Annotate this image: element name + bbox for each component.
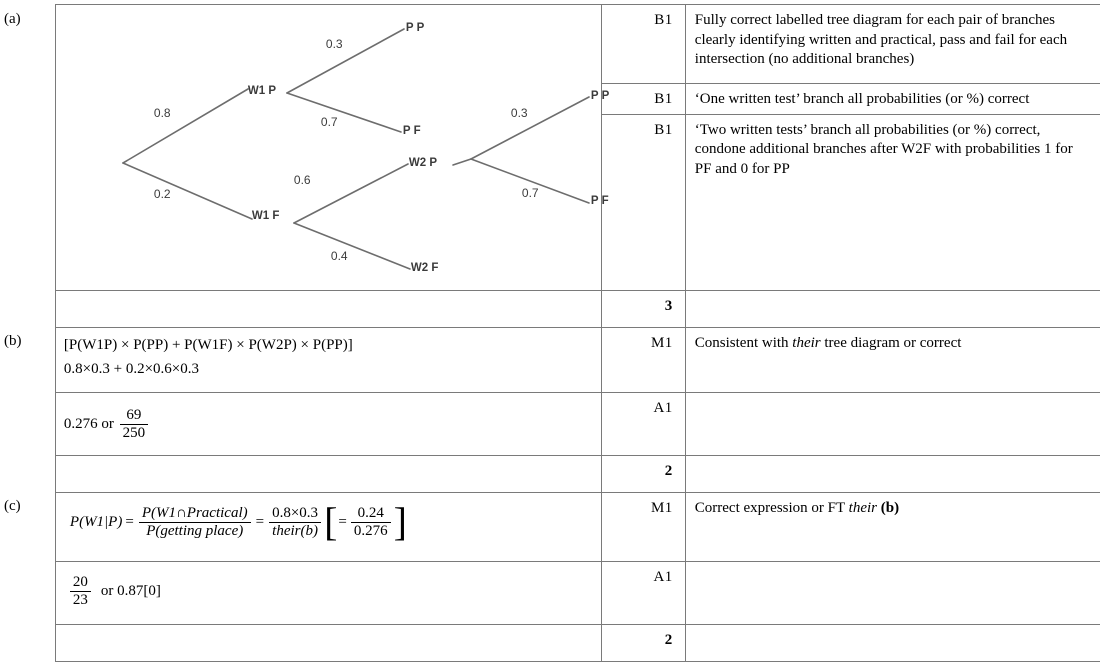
formula-c-f3-num: 0.24 (351, 505, 391, 523)
tree-prob-0-6: 0.6 (293, 173, 311, 187)
tree-node-w2p: W2 P (408, 157, 438, 169)
formula-c-eq1: = (125, 513, 134, 530)
mark-a-b1-2: B1 (654, 91, 673, 108)
table-row-b-total (0, 455, 1100, 492)
tree-prob-0-7-lower: 0.7 (521, 186, 539, 200)
bracket-open-icon: [ (324, 499, 338, 545)
comment-b-m1-post: tree diagram or correct (820, 334, 962, 351)
mark-cell-a-total (601, 290, 685, 327)
part-label-cell-b-total (0, 455, 55, 492)
formula-c-bracket-content (338, 505, 392, 540)
answer-b-fraction-numerator: 69 (120, 407, 149, 425)
tree-prob-0-8: 0.8 (153, 106, 171, 120)
mark-cell-b-total (601, 455, 685, 492)
part-label-cell-c2 (0, 561, 55, 624)
working-cell-a-total (55, 290, 601, 327)
formula-c-f1-num: P(W1∩Practical) (139, 505, 251, 523)
part-label-cell-a (0, 5, 55, 291)
tree-node-pf-upper: P F (402, 125, 421, 137)
total-mark-a: 3 (664, 297, 673, 314)
expression-b-line2: 0.8×0.3 + 0.2×0.6×0.3 (63, 360, 199, 377)
mark-b-m1: M1 (650, 334, 673, 351)
mark-cell-a-b1-3 (601, 114, 685, 290)
comment-c-m1-italic: their (848, 499, 877, 516)
tree-prob-0-3-lower: 0.3 (510, 106, 528, 120)
mark-cell-b-m1 (601, 327, 685, 392)
working-cell-b-total (55, 455, 601, 492)
part-label-c: (c) (4, 498, 21, 515)
mark-b-a1: A1 (653, 399, 673, 416)
comment-cell-b-total (685, 455, 1100, 492)
formula-c-fraction-1 (139, 505, 251, 540)
comment-cell-b-a1 (685, 392, 1100, 455)
tree-prob-0-3-upper: 0.3 (325, 37, 343, 51)
part-label-cell-b (0, 327, 55, 392)
answer-c-fraction-denominator: 23 (72, 591, 88, 608)
table-row-b2 (0, 392, 1100, 455)
formula-c (56, 493, 601, 544)
part-label-cell-c-total (0, 624, 55, 661)
formula-c-row (69, 499, 595, 545)
working-cell-b-a1 (55, 392, 601, 455)
mark-cell-c-total (601, 624, 685, 661)
answer-b (56, 393, 601, 446)
comment-c-m1-bold: (b) (880, 499, 900, 516)
table-row-a1 (0, 5, 1100, 84)
answer-c-fraction (70, 574, 91, 609)
comment-b-m1 (686, 328, 1100, 358)
comment-a-2: ‘One written test’ branch all probabilities (or %) correct (694, 91, 1030, 108)
tree-node-w1f: W1 F (251, 210, 280, 222)
part-label-cell-b2 (0, 392, 55, 455)
formula-c-lhs: P(W1|P) (69, 513, 123, 530)
part-label-cell-c (0, 492, 55, 561)
mark-a-b1-1: B1 (654, 12, 673, 28)
mark-cell-c-m1 (601, 492, 685, 561)
comment-cell-c-m1 (685, 492, 1100, 561)
mark-a-b1-3: B1 (654, 121, 673, 138)
formula-c-f2-den: their(b) (272, 522, 318, 539)
mark-c-m1: M1 (650, 499, 673, 516)
tree-node-pf-lower: P F (590, 195, 609, 207)
formula-c-f1-den: P(getting place) (146, 522, 244, 539)
tree-node-w2f: W2 F (410, 262, 439, 274)
formula-c-f3-den: 0.276 (353, 522, 388, 539)
answer-c-row (68, 574, 595, 609)
expression-b-line1: [P(W1P) × P(PP) + P(W1F) × P(W2P) × P(PP)] (63, 336, 353, 353)
answer-c (56, 562, 601, 613)
table-row-c-total (0, 624, 1100, 661)
tree-diagram-cell (55, 5, 610, 291)
total-mark-b: 2 (664, 462, 673, 479)
part-label-cell-a-total (0, 290, 55, 327)
mark-cell-a-b1-1 (601, 5, 685, 84)
comment-c-m1 (686, 493, 1100, 523)
table-row-c1 (0, 492, 1100, 561)
table-row-b1 (0, 327, 1100, 392)
answer-b-decimal: 0.276 or (63, 415, 114, 432)
comment-cell-a-1 (685, 5, 1100, 84)
mark-cell-a-b1-2 (601, 84, 685, 115)
tree-node-pp-lower: P P (590, 90, 610, 102)
comment-c-m1-pre: Correct expression or FT (694, 499, 849, 516)
bracket-close-icon: ] (393, 499, 407, 545)
mark-c-a1: A1 (653, 568, 673, 585)
formula-c-fraction-3 (351, 505, 391, 540)
part-label-a: (a) (4, 10, 21, 27)
mark-scheme-table (0, 4, 1100, 662)
mark-cell-c-a1 (601, 561, 685, 624)
comment-cell-a-3 (685, 114, 1100, 290)
working-cell-c-a1 (55, 561, 601, 624)
answer-b-fraction (120, 407, 149, 442)
comment-cell-a-2 (685, 84, 1100, 115)
answer-b-fraction-denominator: 250 (122, 424, 146, 441)
total-mark-c: 2 (664, 631, 673, 648)
comment-cell-a-total (685, 290, 1100, 327)
tree-node-w1p: W1 P (247, 85, 277, 97)
working-cell-b-m1 (55, 327, 601, 392)
comment-a-1: Fully correct labelled tree diagram for each pair of branches clearly identifying written and practical, pass and fail for each intersection (no additional branches) (694, 12, 1068, 67)
comment-cell-c-a1 (685, 561, 1100, 624)
tree-prob-0-4: 0.4 (330, 249, 348, 263)
answer-c-fraction-numerator: 20 (70, 574, 91, 592)
formula-c-bracket-eq: = (338, 513, 347, 530)
tree-node-pp-upper: P P (405, 22, 425, 34)
comment-b-m1-pre: Consistent with (694, 334, 793, 351)
mark-cell-b-a1 (601, 392, 685, 455)
formula-c-fraction-2 (269, 505, 321, 540)
table-row-c2 (0, 561, 1100, 624)
comment-a-3: ‘Two written tests’ branch all probabilities (or %) correct, condone additional branches after W2F with probabilities 1 for PF and 0 for PP (694, 121, 1073, 177)
formula-c-f2-num: 0.8×0.3 (269, 505, 321, 523)
working-cell-c-m1 (55, 492, 601, 561)
working-cell-c-total (55, 624, 601, 661)
comment-b-m1-italic: their (792, 334, 821, 351)
formula-c-eq2: = (255, 513, 265, 530)
tree-prob-0-2: 0.2 (153, 187, 171, 201)
answer-b-row (64, 407, 595, 442)
answer-c-alternative: or 0.87[0] (100, 583, 161, 600)
comment-cell-c-total (685, 624, 1100, 661)
probability-tree-diagram (56, 5, 610, 281)
comment-cell-b-m1 (685, 327, 1100, 392)
table-row-a-total (0, 290, 1100, 327)
part-label-b: (b) (4, 333, 22, 350)
tree-prob-0-7-upper: 0.7 (320, 115, 338, 129)
